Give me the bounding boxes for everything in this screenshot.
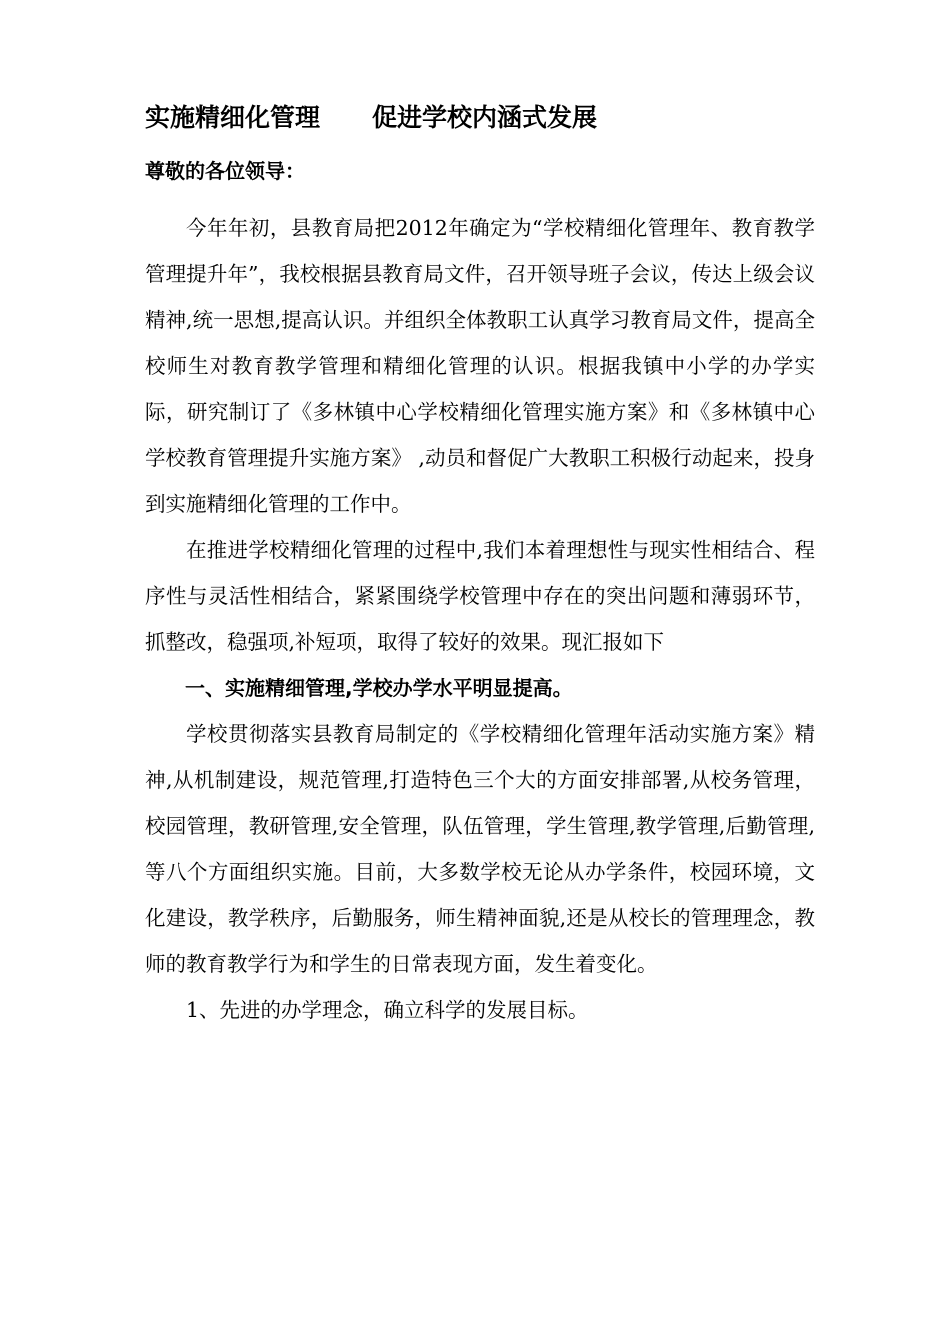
title-part-1: 实施精细化管理 <box>145 103 321 132</box>
section-heading-1: 一、实施精细管理,学校办学水平明显提高。 <box>185 676 573 700</box>
paragraph-intro: 今年年初，县教育局把2012年确定为“学校精细化管理年、教育教学管理提升年”，我校根据县教育局文件，召开领导班子会议，传达上级会议精神,统一思想,提高认识。并组织全体教职工认真学习教育局文件，提高全校师生对教育教学管理和精细化管理的认识。根据我镇中小学的办学实际，研究制订了《多林镇中心学校精细化管理实施方案》和《多林镇中心学校教育管理提升实施方案》 ,动员和督促广大教职工积极行动起来，投身到实施精细化管理的工作中。 <box>145 216 815 516</box>
paragraph-process: 在推进学校精细化管理的过程中,我们本着理想性与现实性相结合、程序性与灵活性相结合，紧紧围绕学校管理中存在的突出问题和薄弱环节，抓整改，稳强项,补短项，取得了较好的效果。现汇报如下 <box>145 538 815 654</box>
document-title <box>145 100 597 136</box>
subheading-1: 1、先进的办学理念，确立科学的发展目标。 <box>186 998 589 1022</box>
salutation: 尊敬的各位领导： <box>145 159 305 183</box>
title-part-2: 促进学校内涵式发展 <box>372 103 598 132</box>
document-body <box>145 205 815 1033</box>
paragraph-section-1: 学校贯彻落实县教育局制定的《学校精细化管理年活动实施方案》精神,从机制建设，规范管理,打造特色三个大的方面安排部署,从校务管理，校园管理，教研管理,安全管理，队伍管理，学生管理,教学管理,后勤管理,等八个方面组织实施。目前，大多数学校无论从办学条件，校园环境，文化建设，教学秩序，后勤服务，师生精神面貌,还是从校长的管理理念，教师的教育教学行为和学生的日常表现方面，发生着变化。 <box>145 722 815 976</box>
